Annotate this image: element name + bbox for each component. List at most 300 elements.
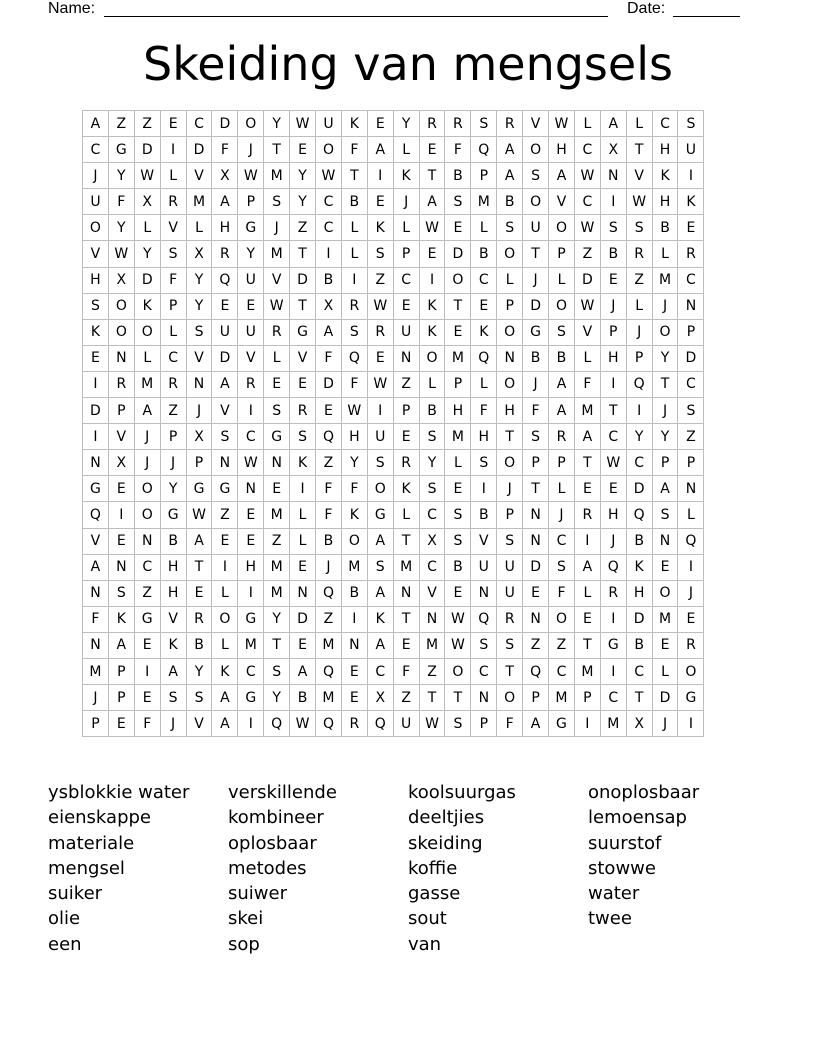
grid-cell: T bbox=[420, 163, 446, 189]
grid-cell: E bbox=[523, 581, 549, 607]
grid-cell: N bbox=[238, 476, 264, 502]
grid-cell: L bbox=[212, 581, 238, 607]
grid-cell: G bbox=[135, 607, 161, 633]
grid-cell: E bbox=[445, 476, 471, 502]
grid-cell: D bbox=[135, 137, 161, 163]
grid-cell: V bbox=[161, 607, 187, 633]
grid-cell: P bbox=[678, 450, 704, 476]
grid-cell: V bbox=[523, 111, 549, 137]
grid-cell: A bbox=[290, 659, 316, 685]
grid-cell: Z bbox=[316, 450, 342, 476]
grid-cell: M bbox=[471, 189, 497, 215]
grid-cell: H bbox=[212, 215, 238, 241]
grid-cell: P bbox=[445, 372, 471, 398]
word-item: koolsuurgas bbox=[408, 782, 516, 803]
grid-cell: L bbox=[420, 372, 446, 398]
grid-cell: V bbox=[264, 268, 290, 294]
grid-cell: S bbox=[523, 424, 549, 450]
grid-cell: S bbox=[678, 111, 704, 137]
grid-cell: V bbox=[109, 424, 135, 450]
grid-cell: D bbox=[627, 607, 653, 633]
grid-cell: U bbox=[497, 581, 523, 607]
word-item: skeiding bbox=[408, 832, 483, 854]
grid-cell: B bbox=[445, 555, 471, 581]
grid-cell: O bbox=[212, 607, 238, 633]
word-item: lemoensap bbox=[588, 807, 687, 829]
word-item: oplosbaar bbox=[228, 832, 317, 854]
grid-cell: J bbox=[394, 189, 420, 215]
grid-cell: Q bbox=[264, 711, 290, 737]
grid-cell: O bbox=[445, 659, 471, 685]
grid-cell: B bbox=[316, 268, 342, 294]
grid-cell: I bbox=[601, 189, 627, 215]
grid-cell: L bbox=[264, 346, 290, 372]
grid-cell: Y bbox=[109, 163, 135, 189]
grid-cell: Q bbox=[471, 137, 497, 163]
grid-cell: W bbox=[445, 633, 471, 659]
grid-cell: S bbox=[445, 502, 471, 528]
grid-cell: Q bbox=[316, 659, 342, 685]
grid-cell: Q bbox=[316, 424, 342, 450]
grid-cell: S bbox=[497, 529, 523, 555]
grid-cell: M bbox=[394, 555, 420, 581]
grid-cell: U bbox=[471, 555, 497, 581]
grid-cell: I bbox=[342, 607, 368, 633]
grid-cell: Z bbox=[161, 398, 187, 424]
grid-cell: R bbox=[394, 450, 420, 476]
grid-row bbox=[83, 529, 704, 555]
grid-cell: C bbox=[316, 189, 342, 215]
grid-cell: B bbox=[601, 241, 627, 267]
grid-cell: J bbox=[135, 424, 161, 450]
grid-cell: E bbox=[575, 607, 601, 633]
grid-cell: N bbox=[394, 346, 420, 372]
grid-cell: W bbox=[316, 163, 342, 189]
grid-cell: L bbox=[497, 268, 523, 294]
grid-row bbox=[83, 633, 704, 659]
grid-cell: K bbox=[135, 294, 161, 320]
grid-cell: E bbox=[135, 633, 161, 659]
word-item: skei bbox=[228, 908, 264, 930]
grid-cell: E bbox=[212, 529, 238, 555]
grid-cell: S bbox=[420, 476, 446, 502]
grid-cell: Y bbox=[264, 685, 290, 711]
grid-cell: K bbox=[471, 320, 497, 346]
grid-row bbox=[83, 659, 704, 685]
grid-cell: J bbox=[135, 450, 161, 476]
grid-cell: D bbox=[523, 555, 549, 581]
grid-cell: E bbox=[368, 189, 394, 215]
grid-cell: M bbox=[238, 633, 264, 659]
name-field[interactable] bbox=[104, 0, 608, 17]
grid-cell: T bbox=[627, 137, 653, 163]
grid-cell: K bbox=[627, 555, 653, 581]
grid-cell: B bbox=[471, 502, 497, 528]
grid-cell: N bbox=[212, 450, 238, 476]
grid-cell: W bbox=[264, 294, 290, 320]
grid-cell: T bbox=[601, 398, 627, 424]
grid-cell: K bbox=[420, 294, 446, 320]
grid-cell: S bbox=[420, 424, 446, 450]
grid-cell: D bbox=[316, 372, 342, 398]
grid-cell: E bbox=[83, 346, 109, 372]
grid-cell: L bbox=[627, 111, 653, 137]
grid-cell: O bbox=[445, 268, 471, 294]
grid-cell: V bbox=[161, 215, 187, 241]
grid-cell: J bbox=[653, 711, 679, 737]
grid-cell: H bbox=[445, 398, 471, 424]
word-item: ysblokkie water bbox=[48, 782, 190, 803]
grid-cell: S bbox=[161, 685, 187, 711]
grid-cell: A bbox=[212, 189, 238, 215]
grid-cell: I bbox=[368, 398, 394, 424]
grid-cell: W bbox=[342, 398, 368, 424]
grid-cell: O bbox=[523, 137, 549, 163]
grid-cell: C bbox=[394, 268, 420, 294]
grid-cell: W bbox=[368, 294, 394, 320]
grid-cell: D bbox=[678, 346, 704, 372]
grid-cell: C bbox=[601, 685, 627, 711]
grid-cell: E bbox=[471, 294, 497, 320]
grid-cell: U bbox=[212, 320, 238, 346]
grid-cell: Q bbox=[523, 659, 549, 685]
grid-cell: U bbox=[316, 111, 342, 137]
grid-cell: Z bbox=[549, 633, 575, 659]
grid-cell: B bbox=[342, 581, 368, 607]
grid-cell: G bbox=[109, 137, 135, 163]
grid-cell: R bbox=[212, 241, 238, 267]
grid-cell: J bbox=[653, 398, 679, 424]
grid-cell: D bbox=[523, 294, 549, 320]
grid-cell: E bbox=[109, 529, 135, 555]
grid-cell: F bbox=[316, 476, 342, 502]
grid-cell: T bbox=[653, 372, 679, 398]
grid-cell: I bbox=[83, 424, 109, 450]
grid-cell: E bbox=[135, 685, 161, 711]
grid-cell: K bbox=[653, 163, 679, 189]
grid-cell: D bbox=[653, 685, 679, 711]
grid-cell: L bbox=[135, 215, 161, 241]
grid-cell: O bbox=[653, 581, 679, 607]
grid-cell: V bbox=[575, 320, 601, 346]
grid-cell: M bbox=[575, 398, 601, 424]
grid-cell: B bbox=[627, 633, 653, 659]
grid-cell: S bbox=[109, 581, 135, 607]
grid-cell: E bbox=[653, 633, 679, 659]
grid-cell: S bbox=[497, 633, 523, 659]
grid-cell: M bbox=[316, 633, 342, 659]
grid-cell: A bbox=[549, 163, 575, 189]
grid-cell: B bbox=[420, 398, 446, 424]
grid-cell: S bbox=[187, 685, 213, 711]
grid-cell: A bbox=[575, 424, 601, 450]
grid-cell: M bbox=[575, 659, 601, 685]
grid-cell: E bbox=[678, 215, 704, 241]
grid-cell: P bbox=[83, 711, 109, 737]
grid-cell: Z bbox=[368, 268, 394, 294]
grid-cell: S bbox=[471, 633, 497, 659]
grid-cell: E bbox=[238, 529, 264, 555]
grid-cell: A bbox=[549, 398, 575, 424]
grid-cell: B bbox=[445, 163, 471, 189]
grid-cell: V bbox=[187, 711, 213, 737]
grid-cell: Z bbox=[135, 111, 161, 137]
grid-cell: C bbox=[187, 111, 213, 137]
grid-cell: T bbox=[394, 607, 420, 633]
grid-cell: J bbox=[601, 529, 627, 555]
grid-cell: E bbox=[109, 711, 135, 737]
grid-cell: L bbox=[342, 215, 368, 241]
grid-cell: N bbox=[678, 294, 704, 320]
grid-cell: M bbox=[264, 163, 290, 189]
grid-cell: G bbox=[238, 607, 264, 633]
grid-cell: Z bbox=[135, 581, 161, 607]
grid-cell: K bbox=[109, 607, 135, 633]
grid-cell: T bbox=[523, 241, 549, 267]
grid-cell: H bbox=[601, 502, 627, 528]
grid-cell: T bbox=[523, 476, 549, 502]
grid-cell: L bbox=[471, 372, 497, 398]
grid-cell: P bbox=[497, 502, 523, 528]
grid-row bbox=[83, 555, 704, 581]
grid-cell: E bbox=[290, 633, 316, 659]
grid-row bbox=[83, 476, 704, 502]
grid-cell: E bbox=[575, 476, 601, 502]
grid-cell: E bbox=[187, 581, 213, 607]
grid-cell: O bbox=[238, 111, 264, 137]
grid-cell: N bbox=[523, 529, 549, 555]
grid-cell: C bbox=[316, 215, 342, 241]
grid-cell: J bbox=[83, 163, 109, 189]
grid-cell: J bbox=[497, 476, 523, 502]
name-label: Name: bbox=[48, 0, 96, 17]
grid-cell: X bbox=[316, 294, 342, 320]
grid-cell: L bbox=[342, 241, 368, 267]
grid-cell: H bbox=[238, 555, 264, 581]
word-search-grid bbox=[82, 110, 704, 737]
grid-cell: E bbox=[420, 137, 446, 163]
grid-cell: N bbox=[471, 685, 497, 711]
grid-cell: Y bbox=[653, 346, 679, 372]
grid-cell: Y bbox=[420, 450, 446, 476]
grid-cell: M bbox=[264, 241, 290, 267]
grid-cell: D bbox=[290, 607, 316, 633]
grid-cell: C bbox=[627, 659, 653, 685]
grid-cell: K bbox=[394, 163, 420, 189]
grid-cell: Z bbox=[394, 372, 420, 398]
grid-cell: O bbox=[497, 450, 523, 476]
grid-cell: I bbox=[601, 659, 627, 685]
grid-cell: G bbox=[523, 320, 549, 346]
grid-cell: S bbox=[471, 450, 497, 476]
grid-cell: S bbox=[445, 189, 471, 215]
grid-cell: C bbox=[368, 659, 394, 685]
grid-cell: Z bbox=[575, 241, 601, 267]
word-item: een bbox=[48, 933, 82, 955]
grid-cell: M bbox=[83, 659, 109, 685]
grid-cell: F bbox=[342, 476, 368, 502]
grid-cell: E bbox=[445, 215, 471, 241]
grid-cell: S bbox=[445, 711, 471, 737]
grid-cell: L bbox=[575, 581, 601, 607]
grid-row bbox=[83, 320, 704, 346]
grid-cell: H bbox=[627, 581, 653, 607]
grid-cell: S bbox=[549, 555, 575, 581]
grid-cell: H bbox=[601, 346, 627, 372]
grid-cell: G bbox=[290, 320, 316, 346]
grid-cell: I bbox=[601, 372, 627, 398]
grid-cell: S bbox=[368, 555, 394, 581]
grid-cell: I bbox=[109, 502, 135, 528]
grid-cell: N bbox=[471, 581, 497, 607]
grid-cell: Q bbox=[627, 502, 653, 528]
grid-cell: N bbox=[83, 581, 109, 607]
grid-cell: N bbox=[497, 346, 523, 372]
grid-cell: I bbox=[212, 555, 238, 581]
grid-cell: Q bbox=[601, 555, 627, 581]
grid-cell: A bbox=[368, 137, 394, 163]
grid-cell: K bbox=[420, 320, 446, 346]
grid-cell: L bbox=[575, 346, 601, 372]
grid-cell: P bbox=[238, 189, 264, 215]
word-item: mengsel bbox=[48, 857, 125, 879]
grid-cell: V bbox=[627, 163, 653, 189]
grid-cell: R bbox=[549, 424, 575, 450]
date-field[interactable] bbox=[673, 0, 740, 17]
grid-cell: K bbox=[83, 320, 109, 346]
grid-row bbox=[83, 372, 704, 398]
grid-cell: S bbox=[161, 241, 187, 267]
grid-row bbox=[83, 607, 704, 633]
grid-cell: A bbox=[161, 659, 187, 685]
grid-cell: P bbox=[471, 711, 497, 737]
grid-cell: C bbox=[678, 268, 704, 294]
grid-cell: T bbox=[394, 529, 420, 555]
grid-cell: Z bbox=[264, 529, 290, 555]
grid-cell: P bbox=[678, 320, 704, 346]
grid-cell: E bbox=[290, 555, 316, 581]
grid-cell: J bbox=[549, 502, 575, 528]
word-item: materiale bbox=[48, 832, 135, 854]
grid-cell: A bbox=[135, 398, 161, 424]
grid-cell: R bbox=[497, 111, 523, 137]
grid-cell: T bbox=[445, 294, 471, 320]
grid-cell: R bbox=[290, 398, 316, 424]
grid-cell: R bbox=[497, 607, 523, 633]
grid-cell: L bbox=[212, 633, 238, 659]
grid-cell: W bbox=[575, 163, 601, 189]
grid-row bbox=[83, 424, 704, 450]
grid-cell: C bbox=[549, 659, 575, 685]
grid-cell: K bbox=[290, 450, 316, 476]
grid-cell: F bbox=[83, 607, 109, 633]
grid-cell: R bbox=[678, 241, 704, 267]
grid-cell: K bbox=[368, 215, 394, 241]
grid-cell: C bbox=[238, 659, 264, 685]
grid-cell: L bbox=[471, 215, 497, 241]
grid-cell: O bbox=[109, 294, 135, 320]
grid-cell: I bbox=[368, 163, 394, 189]
grid-cell: Y bbox=[394, 111, 420, 137]
grid-cell: T bbox=[420, 685, 446, 711]
word-list bbox=[48, 780, 768, 957]
grid-cell: O bbox=[549, 215, 575, 241]
word-item: van bbox=[408, 933, 442, 955]
grid-cell: T bbox=[445, 685, 471, 711]
grid-cell: W bbox=[627, 189, 653, 215]
grid-cell: E bbox=[238, 502, 264, 528]
grid-cell: P bbox=[523, 685, 549, 711]
grid-cell: I bbox=[627, 398, 653, 424]
grid-cell: J bbox=[601, 294, 627, 320]
grid-cell: L bbox=[161, 320, 187, 346]
grid-cell: Z bbox=[627, 268, 653, 294]
grid-cell: E bbox=[653, 555, 679, 581]
grid-cell: B bbox=[653, 215, 679, 241]
grid-cell: B bbox=[187, 633, 213, 659]
grid-cell: P bbox=[471, 163, 497, 189]
grid-cell: L bbox=[161, 163, 187, 189]
grid-cell: Y bbox=[264, 111, 290, 137]
grid-cell: F bbox=[316, 502, 342, 528]
grid-cell: W bbox=[135, 163, 161, 189]
page-title: Skeiding van mengsels bbox=[143, 37, 673, 91]
grid-cell: O bbox=[497, 685, 523, 711]
header bbox=[48, 0, 748, 20]
grid-cell: I bbox=[316, 241, 342, 267]
grid-cell: Z bbox=[678, 424, 704, 450]
grid-cell: O bbox=[135, 320, 161, 346]
grid-cell: Q bbox=[471, 607, 497, 633]
grid-cell: S bbox=[601, 215, 627, 241]
grid-cell: L bbox=[678, 502, 704, 528]
grid-cell: P bbox=[161, 294, 187, 320]
grid-cell: K bbox=[678, 189, 704, 215]
grid-cell: Y bbox=[342, 450, 368, 476]
grid-cell: Q bbox=[83, 502, 109, 528]
grid-cell: J bbox=[523, 372, 549, 398]
grid-cell: T bbox=[627, 685, 653, 711]
grid-cell: G bbox=[83, 476, 109, 502]
grid-row bbox=[83, 685, 704, 711]
grid-cell: P bbox=[109, 659, 135, 685]
grid-cell: E bbox=[238, 294, 264, 320]
grid-cell: N bbox=[678, 476, 704, 502]
grid-cell: P bbox=[523, 450, 549, 476]
grid-cell: Q bbox=[316, 581, 342, 607]
grid-cell: C bbox=[678, 372, 704, 398]
word-item: stowwe bbox=[588, 857, 656, 879]
grid-cell: W bbox=[445, 607, 471, 633]
grid-cell: D bbox=[290, 268, 316, 294]
grid-cell: B bbox=[290, 685, 316, 711]
grid-cell: P bbox=[627, 346, 653, 372]
grid-cell: F bbox=[342, 372, 368, 398]
grid-cell: J bbox=[83, 685, 109, 711]
grid-cell: P bbox=[575, 685, 601, 711]
grid-cell: J bbox=[523, 268, 549, 294]
word-item: metodes bbox=[228, 857, 307, 879]
grid-cell: I bbox=[83, 372, 109, 398]
grid-cell: S bbox=[212, 424, 238, 450]
grid-cell: E bbox=[601, 268, 627, 294]
grid-cell: N bbox=[135, 529, 161, 555]
grid-cell: N bbox=[83, 633, 109, 659]
grid-cell: T bbox=[264, 137, 290, 163]
grid-cell: P bbox=[497, 294, 523, 320]
grid-cell: B bbox=[627, 529, 653, 555]
grid-cell: J bbox=[678, 581, 704, 607]
